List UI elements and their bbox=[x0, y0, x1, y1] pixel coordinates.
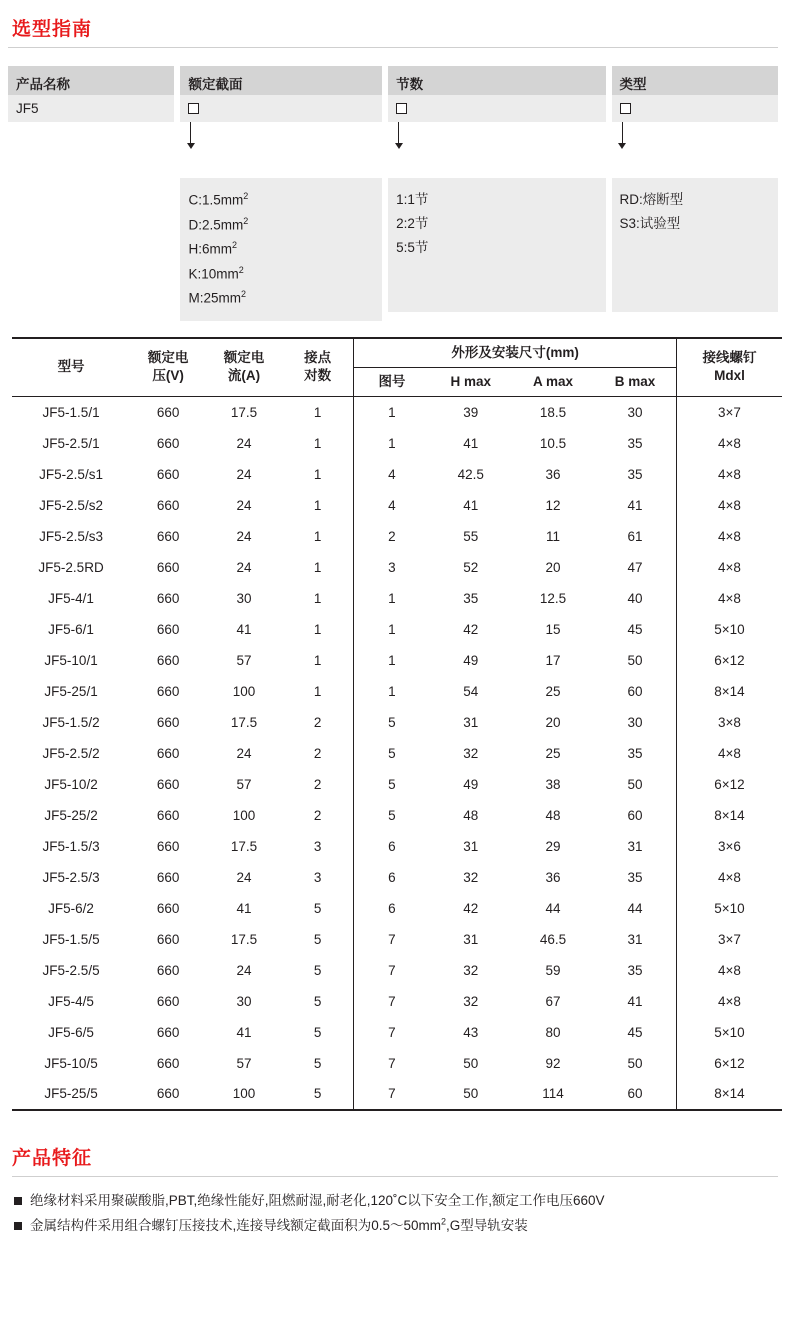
cell-h-max: 43 bbox=[463, 1024, 479, 1040]
cell-voltage: 660 bbox=[156, 714, 180, 730]
spec-table-body bbox=[12, 397, 782, 1110]
cell-current: 57 bbox=[236, 652, 252, 668]
cell-screw: 3×7 bbox=[718, 931, 741, 947]
cell-voltage: 660 bbox=[156, 776, 180, 792]
cell-a-max: 114 bbox=[512, 1079, 594, 1110]
guide-options-poles bbox=[388, 178, 605, 312]
cell-b-max: 41 bbox=[594, 490, 676, 521]
cell-poles: 1 bbox=[313, 497, 322, 513]
cell-model: JF5-1.5/1 bbox=[42, 404, 100, 420]
table-row bbox=[12, 862, 782, 893]
guide-header-product-name: 产品名称 bbox=[8, 66, 174, 95]
cell-b-max: 45 bbox=[594, 614, 676, 645]
cell-poles: 1 bbox=[313, 652, 322, 668]
cell-poles: 5 bbox=[282, 1079, 354, 1110]
guide-arrow-section bbox=[180, 122, 382, 150]
cell-a-max: 25 bbox=[545, 745, 561, 761]
cell-a-max: 12 bbox=[545, 497, 561, 513]
cell-b-max: 31 bbox=[594, 924, 676, 955]
table-row bbox=[12, 676, 782, 707]
cell-a-max: 67 bbox=[545, 993, 561, 1009]
bullet-square-icon bbox=[14, 1222, 22, 1230]
cell-a-max: 20 bbox=[545, 559, 561, 575]
cell-b-max: 35 bbox=[594, 428, 676, 459]
cell-poles: 2 bbox=[313, 714, 322, 730]
cell-b-max: 60 bbox=[594, 1079, 676, 1110]
cell-h-max: 49 bbox=[463, 776, 479, 792]
table-row bbox=[12, 738, 782, 769]
guide-column-section bbox=[180, 66, 382, 321]
option-item: 1:1节 bbox=[396, 192, 429, 207]
cell-current: 24 bbox=[236, 466, 252, 482]
col-header-poles: 接点 对数 bbox=[282, 338, 354, 396]
cell-model: JF5-10/5 bbox=[44, 1055, 98, 1071]
arrow-down-icon bbox=[398, 122, 399, 144]
cell-figure: 6 bbox=[354, 893, 430, 924]
guide-column-type bbox=[612, 66, 778, 321]
cell-h-max: 55 bbox=[463, 528, 479, 544]
guide-column-product-name bbox=[8, 66, 174, 321]
cell-voltage: 660 bbox=[156, 962, 180, 978]
cell-a-max: 25 bbox=[545, 683, 561, 699]
table-row bbox=[12, 1048, 782, 1079]
col-header-figure: 图号 bbox=[354, 367, 430, 396]
datasheet-page bbox=[0, 8, 786, 1342]
features-section bbox=[12, 1137, 778, 1238]
cell-poles: 5 bbox=[313, 962, 322, 978]
col-header-model: 型号 bbox=[12, 338, 130, 396]
cell-current: 24 bbox=[236, 745, 252, 761]
option-item: $H:6mm^2$ bbox=[188, 240, 237, 257]
cell-screw: 4×8 bbox=[718, 745, 741, 761]
option-item: $D:2.5mm^2$ bbox=[188, 215, 249, 233]
spec-table-head bbox=[12, 338, 782, 397]
cell-figure: 3 bbox=[354, 552, 430, 583]
cell-current: 17.5 bbox=[230, 931, 258, 947]
table-row bbox=[12, 459, 782, 490]
table-row bbox=[12, 924, 782, 955]
cell-a-max: 12.5 bbox=[539, 590, 567, 606]
cell-h-max: 48 bbox=[463, 807, 479, 823]
cell-h-max: 42.5 bbox=[457, 466, 484, 482]
cell-current: 17.5 bbox=[230, 404, 258, 420]
table-row bbox=[12, 614, 782, 645]
table-row bbox=[12, 521, 782, 552]
cell-model: JF5-10/1 bbox=[44, 652, 98, 668]
cell-a-max: 15 bbox=[545, 621, 561, 637]
cell-poles: 1 bbox=[313, 528, 322, 544]
cell-model: JF5-10/2 bbox=[44, 776, 98, 792]
cell-figure: 1 bbox=[354, 645, 430, 676]
cell-h-max: 32 bbox=[463, 745, 479, 761]
cell-screw: 5×10 bbox=[714, 621, 745, 637]
cell-figure: 5 bbox=[354, 769, 430, 800]
cell-voltage: 660 bbox=[130, 1079, 206, 1110]
cell-current: 24 bbox=[236, 559, 252, 575]
cell-figure: 7 bbox=[354, 1017, 430, 1048]
cell-current: 24 bbox=[236, 962, 252, 978]
spec-header-row-1 bbox=[12, 338, 782, 368]
cell-current: 24 bbox=[236, 869, 252, 885]
cell-current: 100 bbox=[232, 807, 256, 823]
option-item: 2:2节 bbox=[396, 216, 429, 232]
cell-h-max: 50 bbox=[463, 1055, 479, 1071]
guide-options-type bbox=[612, 178, 778, 312]
cell-b-max: 47 bbox=[594, 552, 676, 583]
cell-screw: 4×8 bbox=[718, 559, 741, 575]
cell-current: 100 bbox=[232, 683, 256, 699]
cell-current: 24 bbox=[236, 435, 252, 451]
cell-poles: 2 bbox=[313, 745, 322, 761]
guide-header-section: 额定截面 bbox=[180, 66, 382, 95]
cell-voltage: 660 bbox=[156, 838, 180, 854]
guide-value-type bbox=[612, 95, 778, 122]
cell-model: JF5-2.5RD bbox=[38, 559, 104, 575]
features-list bbox=[12, 1189, 778, 1238]
cell-a-max: 29 bbox=[545, 838, 561, 854]
cell-voltage: 660 bbox=[156, 1055, 180, 1071]
cell-poles: 5 bbox=[313, 1055, 322, 1071]
guide-arrow-placeholder-1 bbox=[8, 122, 174, 150]
cell-screw: 4×8 bbox=[718, 435, 741, 451]
cell-screw: 4×8 bbox=[718, 528, 741, 544]
cell-figure: 2 bbox=[354, 521, 430, 552]
cell-h-max: 39 bbox=[463, 404, 479, 420]
table-row bbox=[12, 645, 782, 676]
cell-figure: 1 bbox=[354, 397, 430, 428]
cell-model: JF5-2.5/s3 bbox=[39, 528, 103, 544]
title-divider bbox=[8, 47, 778, 48]
cell-poles: 2 bbox=[313, 807, 322, 823]
table-row bbox=[12, 1017, 782, 1048]
cell-current: 24 bbox=[236, 497, 252, 513]
cell-voltage: 660 bbox=[156, 993, 180, 1009]
bullet-square-icon bbox=[14, 1197, 22, 1205]
guide-header-poles: 节数 bbox=[388, 66, 605, 95]
table-row bbox=[12, 1079, 782, 1110]
cell-h-max: 49 bbox=[463, 652, 479, 668]
col-header-amax: A max bbox=[533, 373, 574, 389]
cell-figure: 4 bbox=[354, 490, 430, 521]
cell-h-max: 42 bbox=[463, 900, 479, 916]
guide-value-product-name: JF5 bbox=[8, 95, 174, 122]
cell-b-max: 35 bbox=[594, 738, 676, 769]
cell-a-max: 48 bbox=[545, 807, 561, 823]
cell-model: JF5-6/5 bbox=[48, 1024, 94, 1040]
cell-h-max: 41 bbox=[463, 497, 479, 513]
option-item: $M:25mm^2$ bbox=[188, 289, 246, 306]
cell-figure: 7 bbox=[354, 924, 430, 955]
list-item bbox=[12, 1214, 778, 1238]
cell-figure: 7 bbox=[354, 1048, 430, 1079]
option-item: $C:1.5mm^2$ bbox=[188, 191, 249, 208]
col-header-screw: 接线螺钉 Mdxl bbox=[676, 338, 782, 396]
cell-figure: 1 bbox=[354, 614, 430, 645]
cell-current: 57 bbox=[236, 1055, 252, 1071]
cell-figure: 7 bbox=[354, 1079, 430, 1110]
cell-model: JF5-2.5/s1 bbox=[39, 466, 103, 482]
cell-screw: 4×8 bbox=[718, 869, 741, 885]
cell-voltage: 660 bbox=[156, 435, 180, 451]
cell-figure: 5 bbox=[354, 738, 430, 769]
cell-model: JF5-6/1 bbox=[48, 621, 94, 637]
cell-screw: 8×14 bbox=[714, 807, 745, 823]
cell-a-max: 11 bbox=[546, 528, 561, 544]
table-row bbox=[12, 955, 782, 986]
cell-poles: 1 bbox=[313, 466, 322, 482]
cell-voltage: 660 bbox=[156, 559, 180, 575]
cell-model: JF5-25/5 bbox=[12, 1079, 130, 1110]
cell-h-max: 32 bbox=[463, 869, 479, 885]
list-item bbox=[12, 1189, 778, 1213]
cell-a-max: 36 bbox=[545, 466, 561, 482]
cell-b-max: 50 bbox=[594, 645, 676, 676]
selection-guide bbox=[8, 66, 778, 321]
cell-h-max: 31 bbox=[463, 714, 479, 730]
table-row bbox=[12, 800, 782, 831]
cell-a-max: 92 bbox=[545, 1055, 561, 1071]
cell-b-max: 60 bbox=[594, 676, 676, 707]
spec-table bbox=[12, 337, 782, 1111]
option-item: 5:5节 bbox=[396, 240, 429, 256]
cell-model: JF5-25/2 bbox=[44, 807, 98, 823]
cell-screw: 4×8 bbox=[718, 497, 741, 513]
col-header-hmax: H max bbox=[450, 373, 492, 389]
cell-h-max: 52 bbox=[463, 559, 479, 575]
cell-a-max: 38 bbox=[545, 776, 561, 792]
arrow-down-icon bbox=[622, 122, 623, 144]
cell-b-max: 35 bbox=[594, 862, 676, 893]
checkbox-square-icon[interactable] bbox=[396, 103, 407, 114]
col-header-bmax: B max bbox=[594, 367, 676, 396]
guide-value-poles bbox=[388, 95, 605, 122]
table-row bbox=[12, 490, 782, 521]
cell-a-max: 20 bbox=[545, 714, 561, 730]
cell-voltage: 660 bbox=[156, 683, 180, 699]
cell-screw: 8×14 bbox=[676, 1079, 782, 1110]
cell-poles: 1 bbox=[313, 435, 322, 451]
cell-h-max: 42 bbox=[463, 621, 479, 637]
cell-current: 57 bbox=[236, 776, 252, 792]
table-row bbox=[12, 552, 782, 583]
cell-screw: 6×12 bbox=[714, 652, 745, 668]
cell-model: JF5-4/5 bbox=[48, 993, 94, 1009]
cell-figure: 5 bbox=[354, 800, 430, 831]
cell-voltage: 660 bbox=[156, 404, 180, 420]
cell-b-max: 50 bbox=[594, 769, 676, 800]
cell-model: JF5-1.5/3 bbox=[42, 838, 100, 854]
features-title: 产品特征 bbox=[12, 1147, 93, 1169]
cell-model: JF5-6/2 bbox=[48, 900, 94, 916]
cell-h-max: 32 bbox=[463, 993, 479, 1009]
cell-current: 17.5 bbox=[230, 714, 258, 730]
guide-column-poles bbox=[388, 66, 605, 321]
cell-voltage: 660 bbox=[156, 621, 180, 637]
cell-a-max: 18.5 bbox=[539, 404, 567, 420]
arrow-down-icon bbox=[190, 122, 191, 144]
cell-screw: 5×10 bbox=[714, 1024, 745, 1040]
cell-voltage: 660 bbox=[156, 745, 180, 761]
cell-figure: 6 bbox=[354, 831, 430, 862]
cell-figure: 6 bbox=[354, 862, 430, 893]
features-divider bbox=[12, 1176, 778, 1177]
cell-screw: 4×8 bbox=[718, 993, 741, 1009]
cell-screw: 3×8 bbox=[718, 714, 741, 730]
cell-voltage: 660 bbox=[156, 869, 180, 885]
cell-figure: 1 bbox=[354, 428, 430, 459]
cell-model: JF5-25/1 bbox=[44, 683, 98, 699]
cell-b-max: 35 bbox=[594, 955, 676, 986]
cell-voltage: 660 bbox=[156, 590, 180, 606]
cell-voltage: 660 bbox=[156, 931, 180, 947]
table-row bbox=[12, 397, 782, 428]
cell-poles: 5 bbox=[313, 1024, 322, 1040]
cell-poles: 1 bbox=[313, 621, 322, 637]
cell-current: 41 bbox=[236, 621, 252, 637]
cell-screw: 8×14 bbox=[714, 683, 745, 699]
cell-screw: 5×10 bbox=[714, 900, 745, 916]
cell-figure: 1 bbox=[354, 583, 430, 614]
cell-screw: 4×8 bbox=[718, 590, 741, 606]
option-item: RD:熔断型 bbox=[619, 192, 684, 207]
cell-a-max: 59 bbox=[545, 962, 561, 978]
option-item: $K:10mm^2$ bbox=[188, 264, 244, 282]
cell-b-max: 31 bbox=[594, 831, 676, 862]
cell-poles: 2 bbox=[313, 776, 322, 792]
cell-model: JF5-2.5/2 bbox=[42, 745, 100, 761]
table-row bbox=[12, 428, 782, 459]
cell-voltage: 660 bbox=[156, 652, 180, 668]
table-row bbox=[12, 583, 782, 614]
guide-arrow-poles bbox=[388, 122, 605, 150]
cell-model: JF5-2.5/s2 bbox=[39, 497, 103, 513]
cell-current: 41 bbox=[236, 900, 252, 916]
cell-screw: 6×12 bbox=[714, 1055, 745, 1071]
cell-poles: 5 bbox=[313, 900, 322, 916]
col-header-current: 额定电 流(A) bbox=[206, 338, 282, 396]
cell-screw: 4×8 bbox=[718, 962, 741, 978]
guide-arrow-type bbox=[612, 122, 778, 150]
cell-a-max: 44 bbox=[545, 900, 561, 916]
cell-screw: 6×12 bbox=[714, 776, 745, 792]
cell-b-max: 44 bbox=[594, 893, 676, 924]
guide-value-section bbox=[180, 95, 382, 122]
col-header-dimensions: 外形及安装尺寸(mm) bbox=[354, 338, 677, 368]
feature-text-1: 绝缘材料采用聚碳酸脂,PBT,绝缘性能好,阻燃耐湿,耐老化,120˚C以下安全工作,额定工作电压660V bbox=[30, 1192, 605, 1208]
cell-figure: 7 bbox=[354, 955, 430, 986]
guide-options-section bbox=[180, 178, 382, 321]
cell-h-max: 41 bbox=[463, 435, 479, 451]
table-row bbox=[12, 986, 782, 1017]
cell-b-max: 40 bbox=[594, 583, 676, 614]
cell-poles: 1 bbox=[313, 683, 322, 699]
cell-screw: 3×6 bbox=[718, 838, 741, 854]
cell-h-max: 54 bbox=[463, 683, 479, 699]
cell-screw: 3×7 bbox=[718, 404, 741, 420]
cell-h-max: 50 bbox=[430, 1079, 512, 1110]
cell-b-max: 30 bbox=[594, 397, 676, 428]
cell-b-max: 35 bbox=[594, 459, 676, 490]
cell-current: 30 bbox=[236, 993, 252, 1009]
cell-poles: 1 bbox=[313, 404, 322, 420]
cell-model: JF5-1.5/5 bbox=[42, 931, 100, 947]
cell-poles: 5 bbox=[313, 931, 322, 947]
table-row bbox=[12, 893, 782, 924]
guide-header-type: 类型 bbox=[612, 66, 778, 95]
cell-model: JF5-2.5/5 bbox=[42, 962, 100, 978]
cell-model: JF5-2.5/3 bbox=[42, 869, 100, 885]
cell-poles: 3 bbox=[313, 838, 322, 854]
checkbox-square-icon[interactable] bbox=[188, 103, 199, 114]
cell-b-max: 41 bbox=[594, 986, 676, 1017]
cell-current: 17.5 bbox=[230, 838, 258, 854]
cell-figure: 5 bbox=[354, 707, 430, 738]
cell-h-max: 31 bbox=[463, 931, 479, 947]
cell-model: JF5-4/1 bbox=[48, 590, 94, 606]
table-row bbox=[12, 707, 782, 738]
cell-a-max: 36 bbox=[545, 869, 561, 885]
table-row bbox=[12, 831, 782, 862]
cell-voltage: 660 bbox=[156, 497, 180, 513]
cell-poles: 3 bbox=[313, 869, 322, 885]
cell-b-max: 50 bbox=[594, 1048, 676, 1079]
guide-options-product-name bbox=[8, 178, 174, 312]
cell-poles: 1 bbox=[313, 590, 322, 606]
cell-h-max: 35 bbox=[463, 590, 479, 606]
cell-model: JF5-2.5/1 bbox=[42, 435, 100, 451]
cell-b-max: 61 bbox=[594, 521, 676, 552]
cell-figure: 4 bbox=[354, 459, 430, 490]
cell-poles: 5 bbox=[313, 993, 322, 1009]
cell-b-max: 60 bbox=[594, 800, 676, 831]
table-row bbox=[12, 769, 782, 800]
col-header-voltage: 额定电 压(V) bbox=[130, 338, 206, 396]
option-item: S3:试验型 bbox=[619, 216, 681, 232]
cell-voltage: 660 bbox=[156, 807, 180, 823]
cell-h-max: 31 bbox=[463, 838, 479, 854]
cell-a-max: 46.5 bbox=[539, 931, 567, 947]
cell-poles: 1 bbox=[313, 559, 322, 575]
cell-screw: 4×8 bbox=[718, 466, 741, 482]
cell-voltage: 660 bbox=[156, 528, 180, 544]
feature-text-2: 金属结构件采用组合螺钉压接技术,连接导线额定截面积为$0.5\sim 50mm^2,G$型导轨安装 bbox=[30, 1216, 528, 1234]
cell-a-max: 17 bbox=[545, 652, 561, 668]
cell-a-max: 10.5 bbox=[539, 435, 567, 451]
cell-current: 30 bbox=[236, 590, 252, 606]
cell-figure: 1 bbox=[354, 676, 430, 707]
cell-current: 41 bbox=[236, 1024, 252, 1040]
cell-voltage: 660 bbox=[156, 1024, 180, 1040]
cell-b-max: 45 bbox=[594, 1017, 676, 1048]
cell-model: JF5-1.5/2 bbox=[42, 714, 100, 730]
cell-current: 24 bbox=[236, 528, 252, 544]
cell-figure: 7 bbox=[354, 986, 430, 1017]
checkbox-square-icon[interactable] bbox=[620, 103, 631, 114]
cell-voltage: 660 bbox=[156, 466, 180, 482]
selection-guide-title: 选型指南 bbox=[12, 19, 93, 40]
cell-voltage: 660 bbox=[156, 900, 180, 916]
cell-a-max: 80 bbox=[545, 1024, 561, 1040]
cell-current: 100 bbox=[206, 1079, 282, 1110]
cell-b-max: 30 bbox=[594, 707, 676, 738]
cell-h-max: 32 bbox=[463, 962, 479, 978]
